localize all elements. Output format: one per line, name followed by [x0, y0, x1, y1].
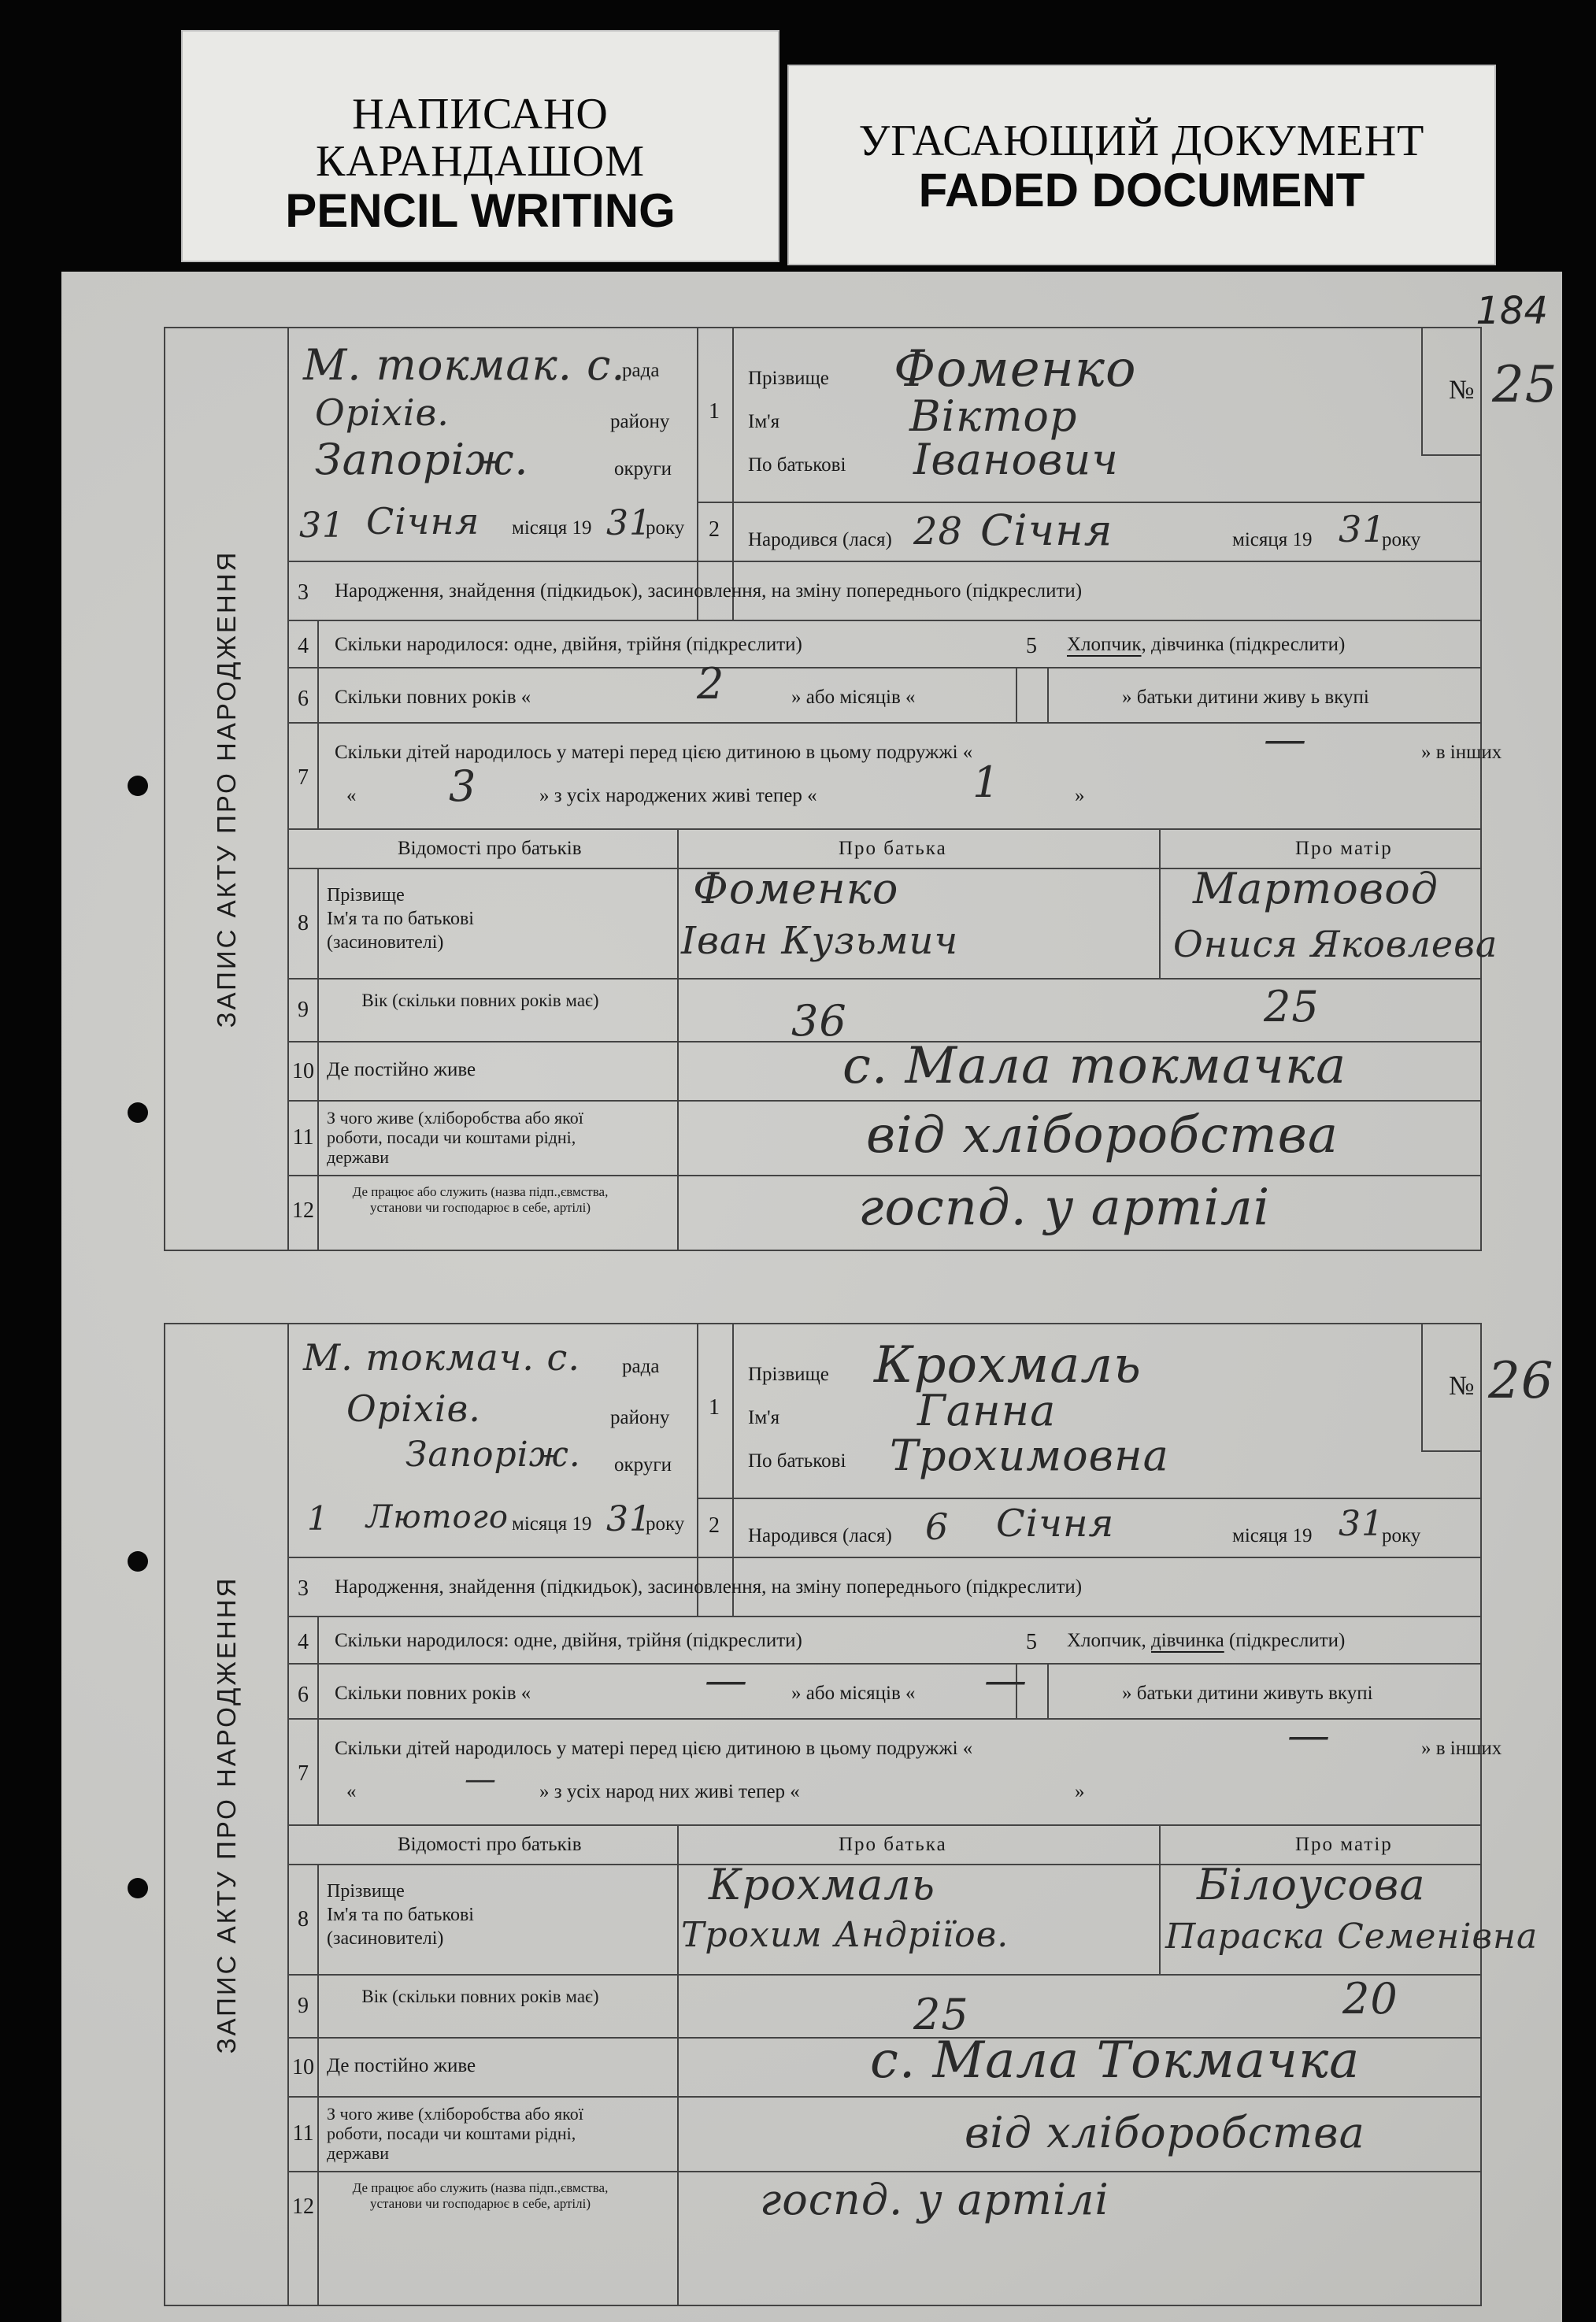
record-number: 26 [1488, 1352, 1554, 1410]
row-7-text: Скільки дітей народилось у матері перед цією дитиною в цьому подружжі « [335, 742, 973, 763]
row-number: 3 [298, 1576, 309, 1601]
row-11-label: З чого живе (хліборобства або якої роботи, посади чи коштами рідні, держави [327, 1108, 583, 1167]
birth-day: 28 [913, 509, 964, 554]
row-7-quote: « [346, 785, 357, 806]
patronymic-label: По батькові [748, 454, 846, 476]
children-alive: 1 [972, 757, 1001, 807]
father-header: Про батька [839, 1834, 947, 1855]
row-number: 7 [298, 1761, 309, 1786]
born-label: Народився (лася) [748, 1525, 892, 1546]
row-7-alive-label: » з усіх народжених живі тепер « [539, 785, 817, 806]
row-6-together-label: » батьки дитини живуть вкупі [1122, 1683, 1373, 1704]
workplace: госпд. у артілі [858, 1179, 1271, 1237]
child-name: Віктор [909, 391, 1078, 441]
month-label: місяця 19 [512, 1513, 592, 1535]
row-9-label: Вік (скільки повних років має) [361, 991, 599, 1010]
row-3-text: Народження, знайдення (підкидьок), засиновлення, на зміну попереднього (підкреслити) [335, 580, 1083, 602]
raion-handwriting: Оріхів. [346, 1387, 481, 1430]
year-label: року [646, 517, 685, 539]
child-surname: Крохмаль [874, 1336, 1142, 1394]
row-number: 8 [298, 1907, 309, 1931]
row-4-text: Скільки народилося: одне, двійня, трійня (підкреслити) [335, 634, 802, 655]
birth-day: 6 [925, 1505, 950, 1548]
registration-year: 31 [606, 1499, 652, 1539]
row-number: 5 [1026, 1630, 1037, 1654]
row-6-together-label: » батьки дитини живу ь вкупі [1122, 687, 1369, 708]
document-page [61, 272, 1562, 2322]
father-surname: Фоменко [693, 864, 899, 913]
born-year-label: року [1382, 529, 1421, 550]
row-3-text: Народження, знайдення (підкидьок), засиновлення, на зміну попереднього (підкреслити) [335, 1576, 1083, 1598]
okrug-handwriting: Запоріж. [315, 435, 529, 484]
months-together: — [984, 1655, 1028, 1705]
mother-name: Параска Семенівна [1165, 1916, 1539, 1957]
row-7-alive-label: » з усіх народ них живі тепер « [539, 1781, 800, 1802]
raion-label: району [610, 411, 670, 432]
child-name: Ганна [917, 1386, 1057, 1435]
row-number: 3 [298, 580, 309, 605]
father-name: Трохим Андріїов. [681, 1915, 1009, 1955]
label-text: FADED DOCUMENT [918, 164, 1365, 217]
raion-handwriting: Оріхів. [315, 391, 450, 434]
row-number: 11 [292, 2121, 314, 2146]
row-number: 9 [298, 998, 309, 1022]
row-12-label: Де працює або служить (назва підп.,євмства, установи чи господарює в себе, артілі) [352, 1184, 609, 1215]
years-together: 2 [697, 659, 725, 709]
row-7-other-label: » в інших [1421, 742, 1502, 763]
surname-label: Прізвище [748, 1364, 829, 1385]
girl-option-underlined: дівчинка [1151, 1630, 1224, 1651]
patronymic-label: По батькові [748, 1450, 846, 1472]
row-number: 5 [1026, 634, 1037, 658]
child-surname: Фоменко [894, 340, 1137, 398]
record-grid [287, 1324, 1554, 2305]
rada-handwriting: М. токмач. с. [303, 1336, 580, 1379]
row-number: 2 [709, 517, 720, 542]
birth-record-1 [164, 327, 1558, 1251]
row-number: 8 [298, 911, 309, 935]
row-number: 1 [709, 1395, 720, 1420]
record-number-label: № [1449, 1372, 1475, 1401]
row-4-text: Скільки народилося: одне, двійня, трійня (підкреслити) [335, 1630, 802, 1651]
label-text: PENCIL WRITING [285, 184, 676, 237]
record-number: 25 [1492, 356, 1558, 414]
faded-document-label [787, 65, 1496, 265]
birth-month: Січня [980, 506, 1113, 555]
workplace: госпд. у артілі [760, 2175, 1109, 2224]
row-6-years-label: Скільки повних років « [335, 1683, 531, 1704]
label-text: НАПИСАНО [352, 90, 609, 139]
year-label: року [646, 1513, 685, 1535]
row-5-text: Хлопчик, дівчинка (підкреслити) [1067, 634, 1346, 655]
okrug-label: округи [614, 458, 672, 480]
row-number: 12 [292, 1198, 314, 1223]
father-name: Іван Кузьмич [681, 919, 959, 963]
born-label: Народився (лася) [748, 529, 892, 550]
residence: с. Мала токмачка [842, 1037, 1347, 1095]
row-number: 4 [298, 1630, 309, 1654]
row-number: 10 [292, 2055, 314, 2079]
row-number: 10 [292, 1059, 314, 1083]
row-number: 4 [298, 634, 309, 658]
name-label: Ім'я [748, 411, 780, 432]
residence: с. Мала Токмачка [870, 2031, 1361, 2090]
row-number: 6 [298, 1683, 309, 1707]
row-number: 9 [298, 1994, 309, 2018]
birth-record-2 [164, 1323, 1554, 2306]
mother-name: Онися Яковлева [1173, 923, 1498, 965]
child-patronymic: Трохимовна [890, 1431, 1169, 1480]
record-grid [287, 328, 1558, 1250]
okrug-handwriting: Запоріж. [405, 1435, 581, 1475]
row-7-end-quote: » [1075, 785, 1085, 806]
father-age: 25 [913, 1990, 969, 2039]
birth-year: 31 [1339, 508, 1387, 550]
name-label: Ім'я [748, 1407, 780, 1428]
parents-header: Відомості про батьків [398, 838, 582, 859]
page-number: 184 [1476, 289, 1548, 333]
rada-label: рада [622, 1356, 660, 1377]
punch-hole [128, 1878, 148, 1898]
row-6-months-label: » або місяців « [791, 1683, 916, 1704]
row-number: 2 [709, 1513, 720, 1538]
row-10-label: Де постійно живе [327, 1059, 476, 1080]
row-7-quote: « [346, 1781, 357, 1802]
years-together: — [705, 1655, 748, 1705]
registration-year: 31 [606, 503, 652, 543]
father-age: 36 [791, 996, 847, 1046]
pencil-writing-label [181, 30, 779, 262]
father-surname: Крохмаль [709, 1860, 936, 1909]
label-text: УГАСАЮЩИЙ ДОКУМЕНТ [858, 117, 1425, 165]
row-10-label: Де постійно живе [327, 2055, 476, 2076]
children-before: — [1287, 1710, 1331, 1760]
mother-age: 25 [1264, 982, 1320, 1031]
rada-label: рада [622, 360, 660, 381]
children-other: 3 [449, 761, 477, 811]
mother-surname: Мартовод [1193, 864, 1439, 913]
occupation: від хліборобства [866, 1106, 1339, 1165]
row-number: 12 [292, 2194, 314, 2219]
punch-hole [128, 776, 148, 796]
born-month-label: місяця 19 [1232, 529, 1313, 550]
row-7-text: Скільки дітей народилось у матері перед цією дитиною в цьому подружжі « [335, 1738, 973, 1759]
row-7-other-label: » в інших [1421, 1738, 1502, 1759]
child-patronymic: Іванович [913, 435, 1119, 484]
row-number: 1 [709, 399, 720, 424]
punch-hole [128, 1102, 148, 1123]
mother-header: Про матір [1295, 838, 1393, 859]
registration-day: 31 [299, 506, 345, 546]
registration-month: Лютого [366, 1499, 509, 1535]
mother-surname: Білоусова [1197, 1860, 1426, 1909]
row-5-text: Хлопчик, дівчинка (підкреслити) [1067, 1630, 1346, 1651]
father-header: Про батька [839, 838, 947, 859]
children-before: — [1264, 714, 1307, 764]
raion-label: району [610, 1407, 670, 1428]
birth-month: Січня [996, 1502, 1115, 1546]
row-6-months-label: » або місяців « [791, 687, 916, 708]
row-9-label: Вік (скільки повних років має) [361, 1987, 599, 2006]
boy-option-underlined: Хлопчик [1067, 634, 1142, 655]
row-12-label: Де працює або служить (назва підп.,євмства, установи чи господарює в себе, артілі) [352, 2180, 609, 2211]
row-7-end-quote: » [1075, 1781, 1085, 1802]
row-number: 7 [298, 765, 309, 790]
vertical-title: ЗАПИС АКТУ ПРО НАРОДЖЕННЯ [165, 1324, 289, 2305]
registration-month: Січня [366, 500, 480, 543]
row-8-label: Прізвище Ім'я та по батькові (засиновителі) [327, 1881, 474, 1949]
occupation: від хліборобства [965, 2108, 1365, 2157]
born-month-label: місяця 19 [1232, 1525, 1313, 1546]
rada-handwriting: М. токмак. с. [303, 340, 626, 390]
vertical-title: ЗАПИС АКТУ ПРО НАРОДЖЕННЯ [165, 328, 289, 1250]
punch-hole [128, 1551, 148, 1572]
label-text: КАРАНДАШОМ [315, 137, 646, 186]
children-other: — [465, 1761, 497, 1798]
registration-day: 1 [307, 1499, 329, 1538]
row-6-years-label: Скільки повних років « [335, 687, 531, 708]
okrug-label: округи [614, 1454, 672, 1476]
mother-age: 20 [1342, 1974, 1398, 2024]
row-8-label: Прізвище Ім'я та по батькові (засиновителі) [327, 885, 474, 953]
surname-label: Прізвище [748, 368, 829, 389]
row-number: 11 [292, 1125, 314, 1150]
born-year-label: року [1382, 1525, 1421, 1546]
month-label: місяця 19 [512, 517, 592, 539]
row-11-label: З чого живе (хліборобства або якої роботи, посади чи коштами рідні, держави [327, 2104, 583, 2163]
row-number: 6 [298, 687, 309, 711]
parents-header: Відомості про батьків [398, 1834, 582, 1855]
birth-year: 31 [1339, 1504, 1384, 1544]
record-number-label: № [1449, 376, 1475, 405]
mother-header: Про матір [1295, 1834, 1393, 1855]
